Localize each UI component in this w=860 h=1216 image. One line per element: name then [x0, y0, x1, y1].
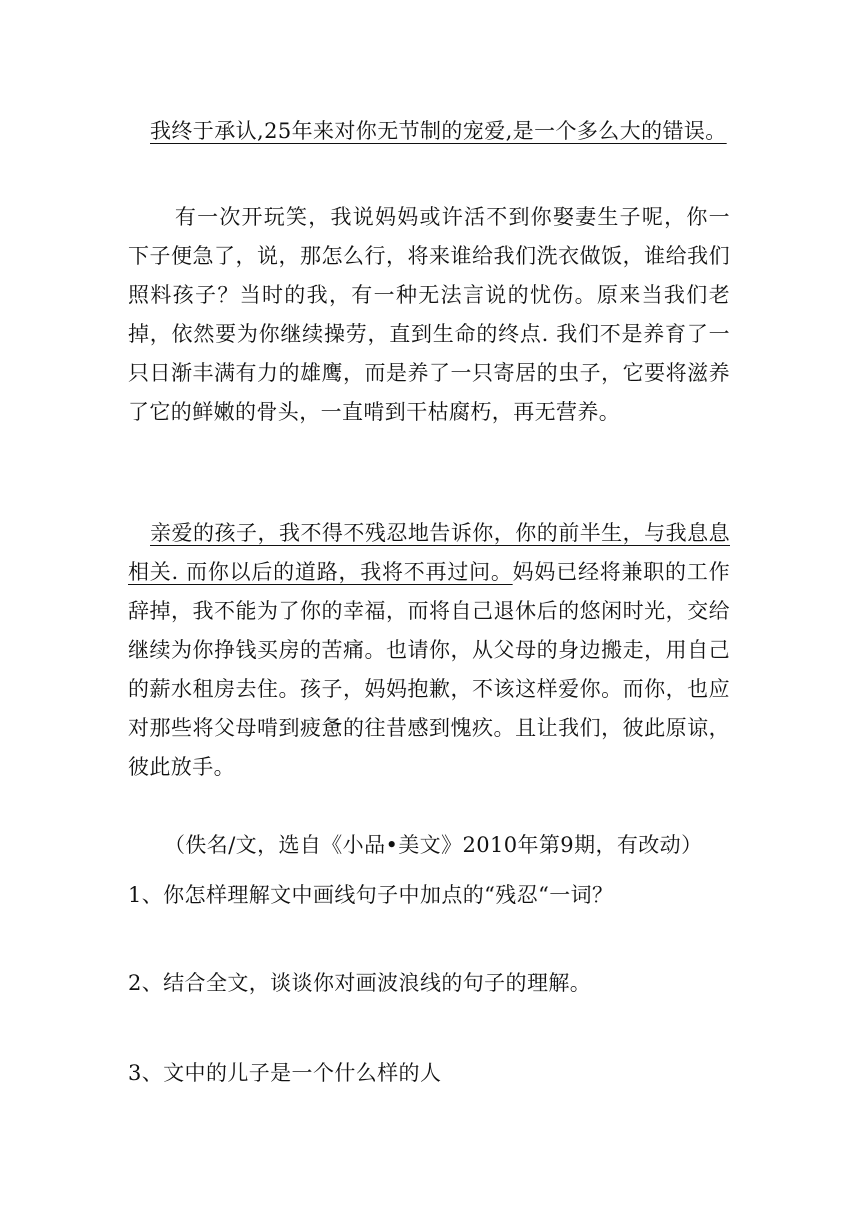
question-3: 3、文中的儿子是一个什么样的人 [128, 1061, 442, 1085]
question-1: 1、你怎样理解文中画线句子中加点的“残忍“一词？ [128, 883, 614, 907]
underlined-sentence-letter: 亲爱的孩子，我不得不残忍地告诉你，你的前半生，与我息息相关. 而你以后的道路，我将不再过问。 [128, 521, 730, 584]
paragraph-opening [128, 112, 730, 151]
paragraph-letter [128, 514, 730, 787]
story-text: 有一次开玩笑，我说妈妈或许活不到你娶妻生子呢，你一下子便急了，说，那怎么行，将来谁给我们洗衣做饭，谁给我们照料孩子？当时的我，有一种无法言说的忧伤。原来当我们老掉，依然要为你继续操劳，直到生命的终点. 我们不是养育了一只日渐丰满有力的雄鹰，而是养了一只寄居的虫子，它要将滋养了它的鲜嫩的骨头，一直啃到干枯腐朽，再无营养。 [128, 205, 730, 424]
question-2: 2、结合全文，谈谈你对画波浪线的句子的理解。 [128, 971, 592, 995]
opening-text: 我终于承认,25年来对你无节制的宠爱,是一个多么大的错误。 [150, 119, 727, 143]
underlined-sentence-opening [128, 119, 727, 143]
source-note: （佚名/文，选自《小品•美文》2010年第9期，有改动） [164, 833, 703, 857]
letter-text: 妈妈已经将兼职的工作辞掉，我不能为了你的幸福，而将自己退休后的悠闲时光，交给继续为你挣钱买房的苦痛。也请你，从父母的身边搬走，用自己的薪水租房去住。孩子，妈妈抱歉，不该这样爱你。而你，也应对那些将父母啃到疲惫的往昔感到愧疚。且让我们，彼此原谅，彼此放手。 [128, 560, 731, 779]
paragraph-story [128, 198, 730, 432]
